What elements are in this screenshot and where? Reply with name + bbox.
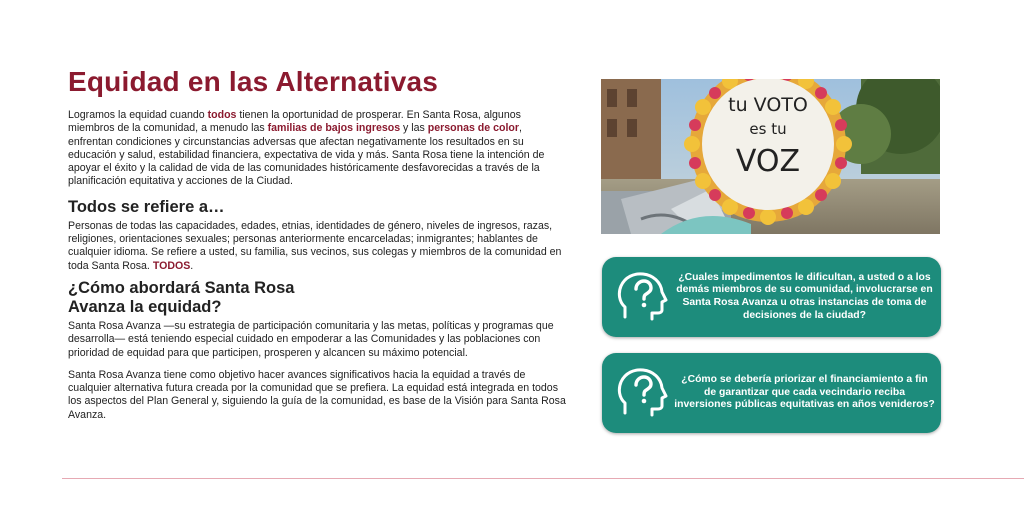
vote-sign-photo — [601, 79, 940, 234]
intro-text-1: Logramos la equidad cuando — [68, 109, 208, 121]
intro-highlight-people-of-color: personas de color — [427, 122, 520, 135]
todos-paragraph — [68, 220, 568, 273]
how-paragraph-2: Santa Rosa Avanza tiene como objetivo hacer avances significativos hacia la equidad a través de cualquier alternativa futura creada por la comunidad que se prefiera. La equidad está integrada en todos los aspectos del Plan General y, siguiendo la guía de la comunidad, es base de la Visión para Santa Rosa Avanza. — [68, 368, 566, 421]
question-card-2 — [602, 353, 941, 433]
question-card-1 — [602, 257, 941, 337]
how-heading-line2: Avanza la equidad? — [68, 297, 222, 316]
head-question-icon — [615, 269, 671, 325]
how-heading-line1: ¿Cómo abordará Santa Rosa — [68, 278, 295, 297]
todos-text: Personas de todas las capacidades, edades, etnias, identidades de género, niveles de ingresos, razas, religiones, orientaciones sexuales; personas anteriormente encarceladas; inmigrantes; hablantes de cualquier idioma. Se refiere a usted, su familia, sus vecinos, sus colegas y miembros de la comunidad en toda Santa Rosa. — [68, 219, 562, 272]
sign-line-2: es tu — [749, 120, 787, 138]
intro-highlight-todos: todos — [207, 109, 237, 121]
intro-highlight-low-income: familias de bajos ingresos — [267, 122, 401, 135]
question-text-1: ¿Cuales impedimentos le dificultan, a usted o a los demás miembros de su comunidad, involucrarse en Santa Rosa Avanza u otras instancias de toma de decisiones de la ciudad? — [676, 271, 933, 321]
question-text-2: ¿Cómo se debería priorizar el financiamiento a fin de garantizar que cada vecindario reciba inversiones públicas equitativas en años venideros? — [674, 374, 935, 411]
intro-text-3: y las — [400, 122, 428, 135]
todos-heading: Todos se refiere a… — [68, 197, 225, 216]
intro-text-2: tienen la oportunidad de prosperar. En Santa Rosa, algunos miembros de la comunidad, a menudo las — [68, 109, 521, 135]
footer-divider — [62, 478, 1024, 479]
intro-text-4: , enfrentan condiciones y circunstancias adversas que afectan negativamente los resultados en su educación y salud, estabilidad financiera, expectativa de vida y más. Santa Rosa tiene la intención de apoyar el éxito y la calidad de vida de las comunidades históricamente desfavorecidas a través de la planificación equitativa y acciones de la Ciudad. — [68, 122, 545, 188]
how-heading — [68, 279, 568, 317]
page-title: Equidad en las Alternativas — [68, 66, 439, 97]
main-content — [68, 66, 568, 422]
head-question-icon — [615, 365, 671, 421]
how-paragraph-1: Santa Rosa Avanza —su estrategia de participación comunitaria y las metas, políticas y programas que desarrolla— está teniendo especial cuidado en empoderar a las Comunidades y las poblaciones con prioridad de equidad para que participen, prosperen y alcancen su máximo potencial. — [68, 319, 554, 359]
todos-end: . — [190, 259, 194, 272]
photo-illustration — [601, 79, 940, 234]
intro-paragraph — [68, 109, 568, 189]
sign-line-3: VOZ — [735, 144, 801, 179]
todos-emphasis: TODOS — [152, 259, 191, 272]
sign-line-1: tu VOTO — [728, 94, 808, 116]
